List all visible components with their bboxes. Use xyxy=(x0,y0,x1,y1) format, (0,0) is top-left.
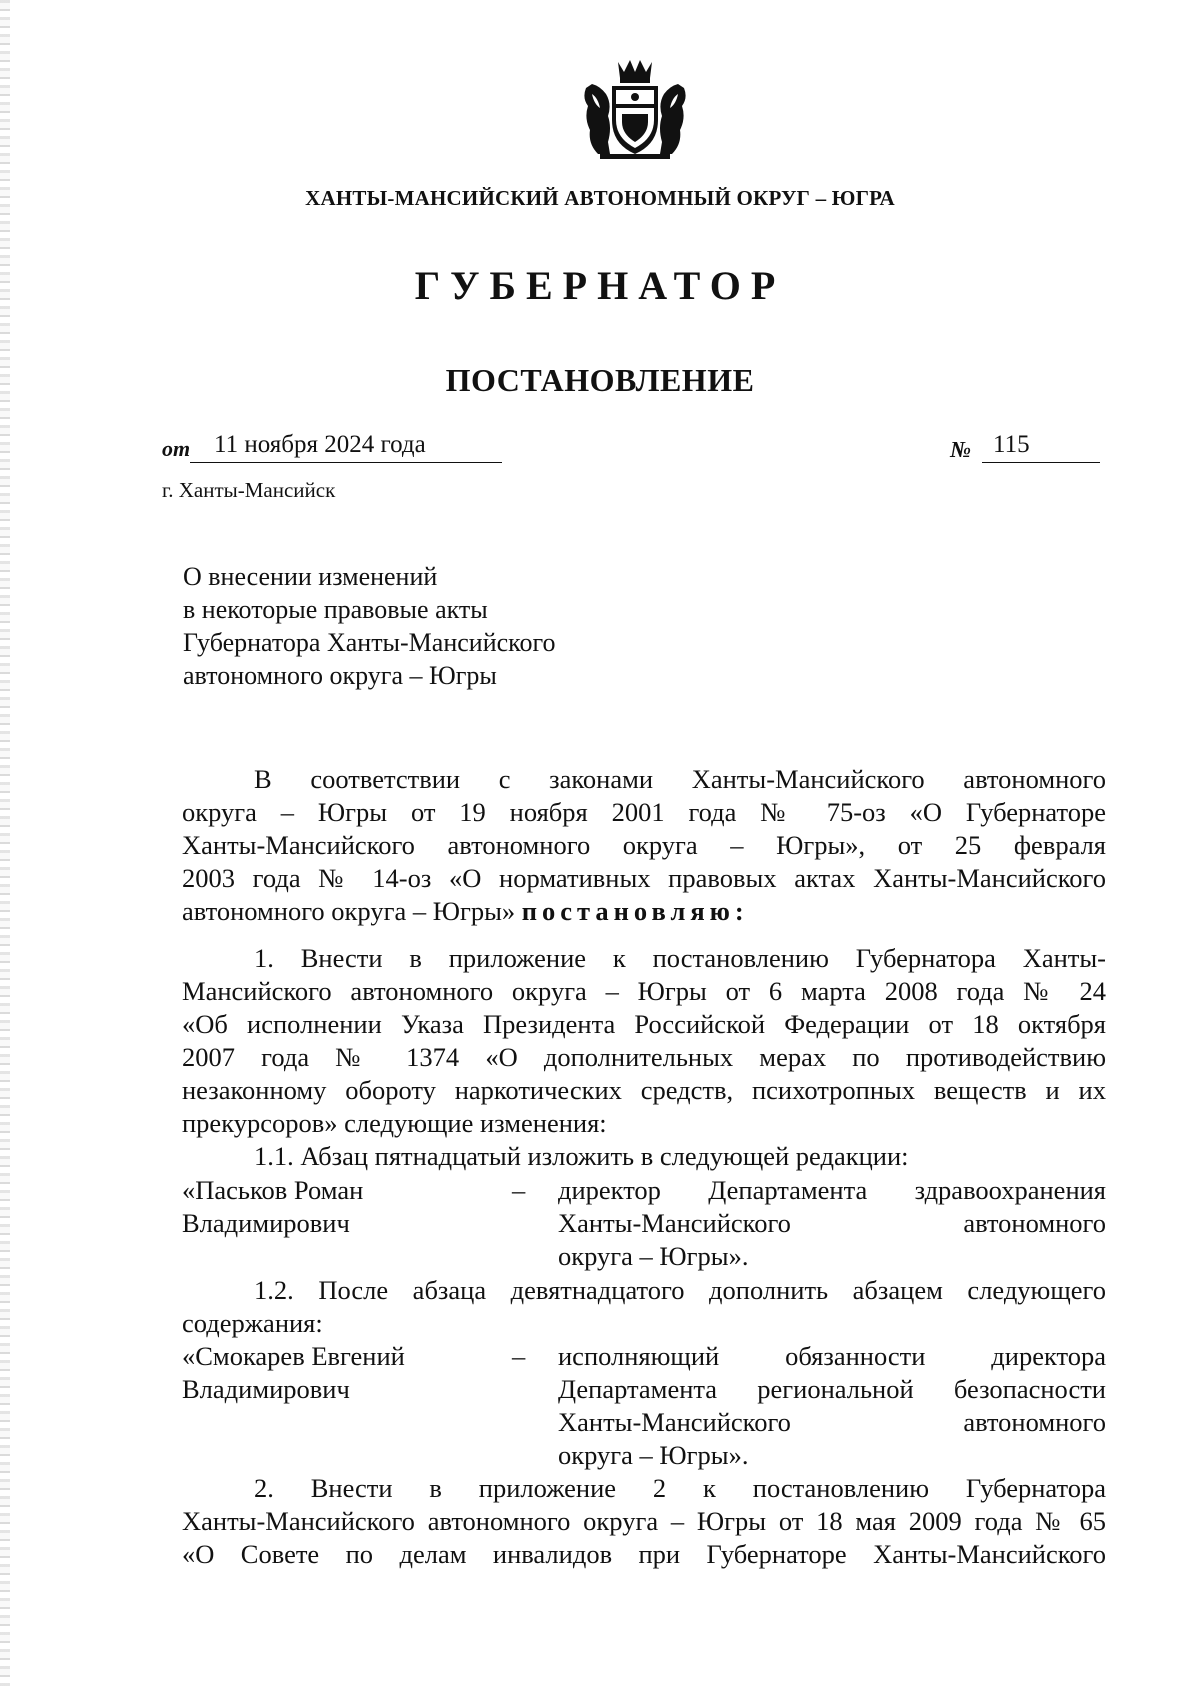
item-2-line: Ханты-Мансийского автономного округа – Югры от 18 мая 2009 года № 65 xyxy=(182,1506,1106,1536)
item-1-line: «Об исполнении Указа Президента Российской Федерации от 18 октября xyxy=(182,1009,1106,1039)
document-subject xyxy=(183,560,556,692)
authority-title: ГУБЕРНАТОР xyxy=(414,263,786,308)
entry-name xyxy=(182,1340,405,1406)
preamble-last-text: автономного округа – Югры» xyxy=(182,896,516,926)
item-1-line: 1. Внести в приложение к постановлению Губернатора Ханты- xyxy=(254,943,1106,973)
preamble-line: В соответствии с законами Ханты-Мансийского автономного xyxy=(254,764,1106,794)
coat-of-arms-icon xyxy=(578,58,692,162)
document-date: 11 ноября 2024 года xyxy=(214,431,426,458)
preamble-line: округа – Югры от 19 ноября 2001 года № 75-оз «О Губернаторе xyxy=(182,797,1106,827)
item-1-2-line: содержания: xyxy=(182,1308,323,1338)
entry-position-line: директор Департамента здравоохранения xyxy=(558,1175,1106,1205)
item-2 xyxy=(182,1472,1106,1571)
preamble-line: Ханты-Мансийского автономного округа – Югры», от 25 февраля xyxy=(182,830,1106,860)
entry-name-line: Владимирович xyxy=(182,1208,350,1238)
entry-name xyxy=(182,1174,363,1240)
item-1-line: прекурсоров» следующие изменения: xyxy=(182,1108,607,1138)
subject-line: в некоторые правовые акты xyxy=(183,595,488,624)
document-type: ПОСТАНОВЛЕНИЕ xyxy=(445,362,755,398)
entry-dash: – xyxy=(512,1341,526,1371)
entry-position xyxy=(558,1174,1106,1273)
subject-line: автономного округа – Югры xyxy=(183,661,497,690)
date-label: от xyxy=(162,436,191,461)
item-2-line: 2. Внести в приложение 2 к постановлению Губернатора xyxy=(254,1473,1106,1503)
entry-name-line: «Паськов Роман xyxy=(182,1175,364,1205)
preamble xyxy=(182,763,1106,928)
date-underline xyxy=(190,462,502,463)
city: г. Ханты-Мансийск xyxy=(162,478,336,502)
item-1-line: Мансийского автономного округа – Югры от 6 марта 2008 года № 24 xyxy=(182,976,1106,1006)
entry-dash: – xyxy=(512,1175,526,1205)
entry-position-line: Ханты-Мансийского автономного xyxy=(558,1407,1106,1437)
entry-position-line: округа – Югры». xyxy=(558,1440,749,1470)
preamble-line xyxy=(182,895,1106,928)
scan-edge xyxy=(0,0,10,1686)
item-1 xyxy=(182,942,1106,1173)
item-1-2 xyxy=(182,1274,1106,1340)
entry-name-line: «Смокарев Евгений xyxy=(182,1341,405,1371)
item-2-line: «О Совете по делам инвалидов при Губернаторе Ханты-Мансийского xyxy=(182,1539,1106,1569)
entry-position-line: Ханты-Мансийского автономного xyxy=(558,1208,1106,1238)
item-1-2-line: 1.2. После абзаца девятнадцатого дополнить абзацем следующего xyxy=(254,1275,1106,1305)
item-1-line: 2007 года № 1374 «О дополнительных мерах по противодействию xyxy=(182,1042,1106,1072)
preamble-line: 2003 года № 14-оз «О нормативных правовых актах Ханты-Мансийского xyxy=(182,863,1106,893)
entry-position-line: округа – Югры». xyxy=(558,1241,749,1271)
entry-position xyxy=(558,1340,1106,1472)
entry-position-line: исполняющий обязанности директора xyxy=(558,1341,1106,1371)
subject-line: Губернатора Ханты-Мансийского xyxy=(183,628,556,657)
item-1-1: 1.1. Абзац пятнадцатый изложить в следующей редакции: xyxy=(254,1141,909,1171)
resolve-word: постановляю: xyxy=(521,896,749,926)
item-1-line: незаконному обороту наркотических средств, психотропных веществ и их xyxy=(182,1075,1106,1105)
number-underline xyxy=(982,462,1100,463)
entry-name-line: Владимирович xyxy=(182,1374,350,1404)
entry-position-line: Департамента региональной безопасности xyxy=(558,1374,1106,1404)
document-number: 115 xyxy=(993,431,1030,458)
region-name: ХАНТЫ-МАНСИЙСКИЙ АВТОНОМНЫЙ ОКРУГ – ЮГРА xyxy=(305,186,895,210)
number-label: № xyxy=(950,437,972,462)
subject-line: О внесении изменений xyxy=(183,562,438,591)
